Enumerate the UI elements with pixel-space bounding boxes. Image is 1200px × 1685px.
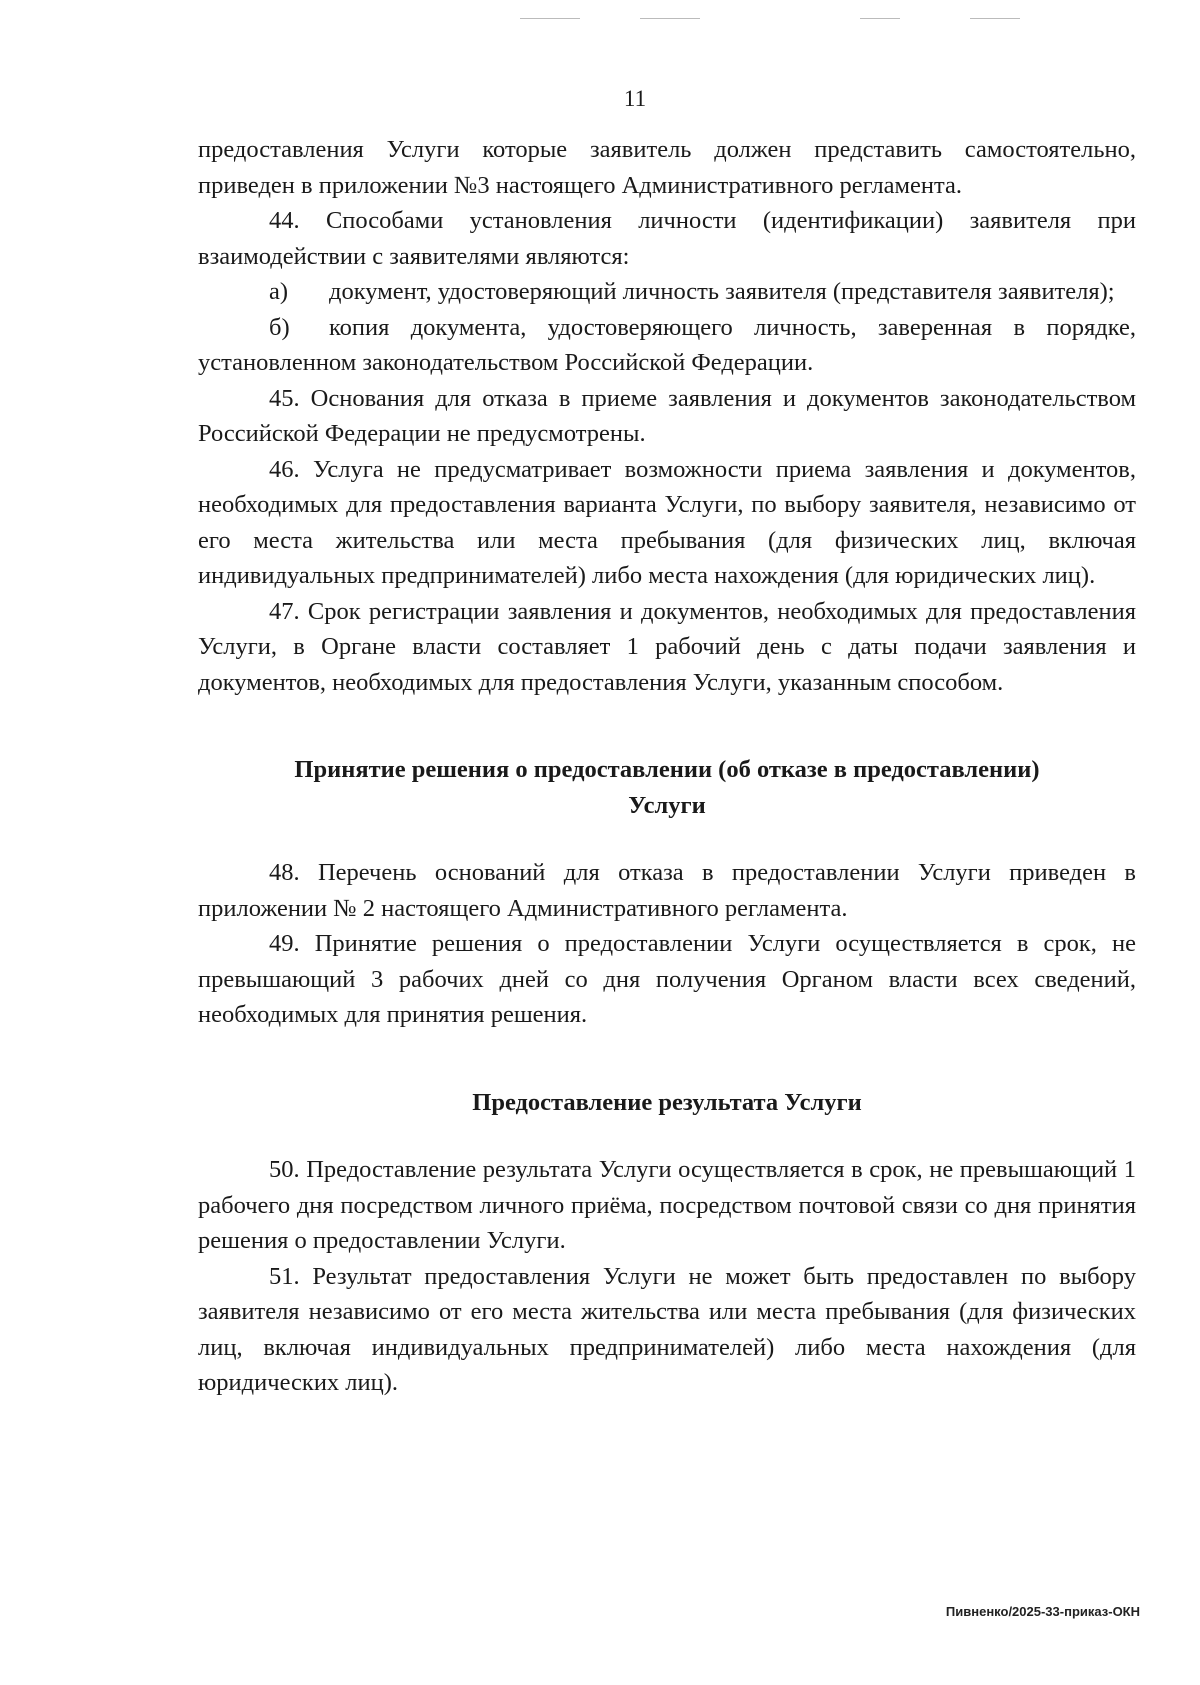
paragraph-51: 51. Результат предоставления Услуги не может быть предоставлен по выбору заявителя независимо от его места жительства или места пребывания (для физических лиц, включая индивидуальных предпринимателей) либо места нахождения (для юридических лиц).	[198, 1262, 1136, 1396]
document-body	[198, 132, 1136, 1401]
page-number: 11	[623, 86, 647, 111]
list-item-label: б)	[269, 313, 290, 341]
list-item-label: а)	[269, 278, 289, 305]
heading-line: Принятие решения о предоставлении (об отказе в предоставлении)	[294, 756, 1040, 783]
paragraph-50: 50. Предоставление результата Услуги осуществляется в срок, не превышающий 1 рабочего дня посредством личного приёма, посредством почтовой связи со дня принятия решения о предоставлении Услуги.	[198, 1156, 1136, 1254]
list-item-b	[198, 310, 1136, 381]
scan-artifact	[520, 18, 580, 19]
scan-artifact	[970, 18, 1020, 19]
paragraph-49: 49. Принятие решения о предоставлении Услуги осуществляется в срок, не превышающий 3 рабочих дней со дня получения Органом власти всех сведений, необходимых для принятия решения.	[198, 930, 1136, 1028]
list-item-a	[198, 274, 1136, 310]
paragraph-47: 47. Срок регистрации заявления и документов, необходимых для предоставления Услуги, в Органе власти составляет 1 рабочий день с даты подачи заявления и документов, необходимых для предоставления Услуги, указанным способом.	[198, 597, 1136, 696]
section-heading-decision	[198, 752, 1136, 823]
paragraph-44: 44. Способами установления личности (идентификации) заявителя при взаимодействии с заявителями являются:	[198, 207, 1136, 270]
scan-artifact	[640, 18, 700, 19]
footer-document-code: Пивненко/2025-33-приказ-ОКН	[945, 1604, 1140, 1619]
list-item-text: документ, удостоверяющий личность заявителя (представителя заявителя);	[329, 278, 1115, 305]
heading-line: Услуги	[628, 791, 706, 819]
spacer	[198, 1033, 1136, 1085]
spacer	[198, 700, 1136, 752]
paragraph-continuation: предоставления Услуги которые заявитель должен представить самостоятельно, приведен в приложении №3 настоящего Административного регламента.	[198, 136, 1136, 199]
list-item-text: копия документа, удостоверяющего личность, заверенная в порядке, установленном законодательством Российской Федерации.	[198, 313, 1136, 376]
spacer	[198, 823, 1136, 855]
paragraph-48: 48. Перечень оснований для отказа в предоставлении Услуги приведен в приложении № 2 настоящего Административного регламента.	[198, 859, 1136, 922]
scan-artifact	[860, 18, 900, 19]
paragraph-45: 45. Основания для отказа в приеме заявления и документов законодательством Российской Федерации не предусмотрены.	[198, 384, 1136, 447]
paragraph-46: 46. Услуга не предусматривает возможности приема заявления и документов, необходимых для предоставления варианта Услуги, по выбору заявителя, независимо от его места жительства или места пребывания (для физических лиц, включая индивидуальных предпринимателей) либо места нахождения (для юридических лиц).	[198, 455, 1136, 589]
section-heading-result: Предоставление результата Услуги	[472, 1088, 862, 1116]
spacer	[198, 1120, 1136, 1152]
